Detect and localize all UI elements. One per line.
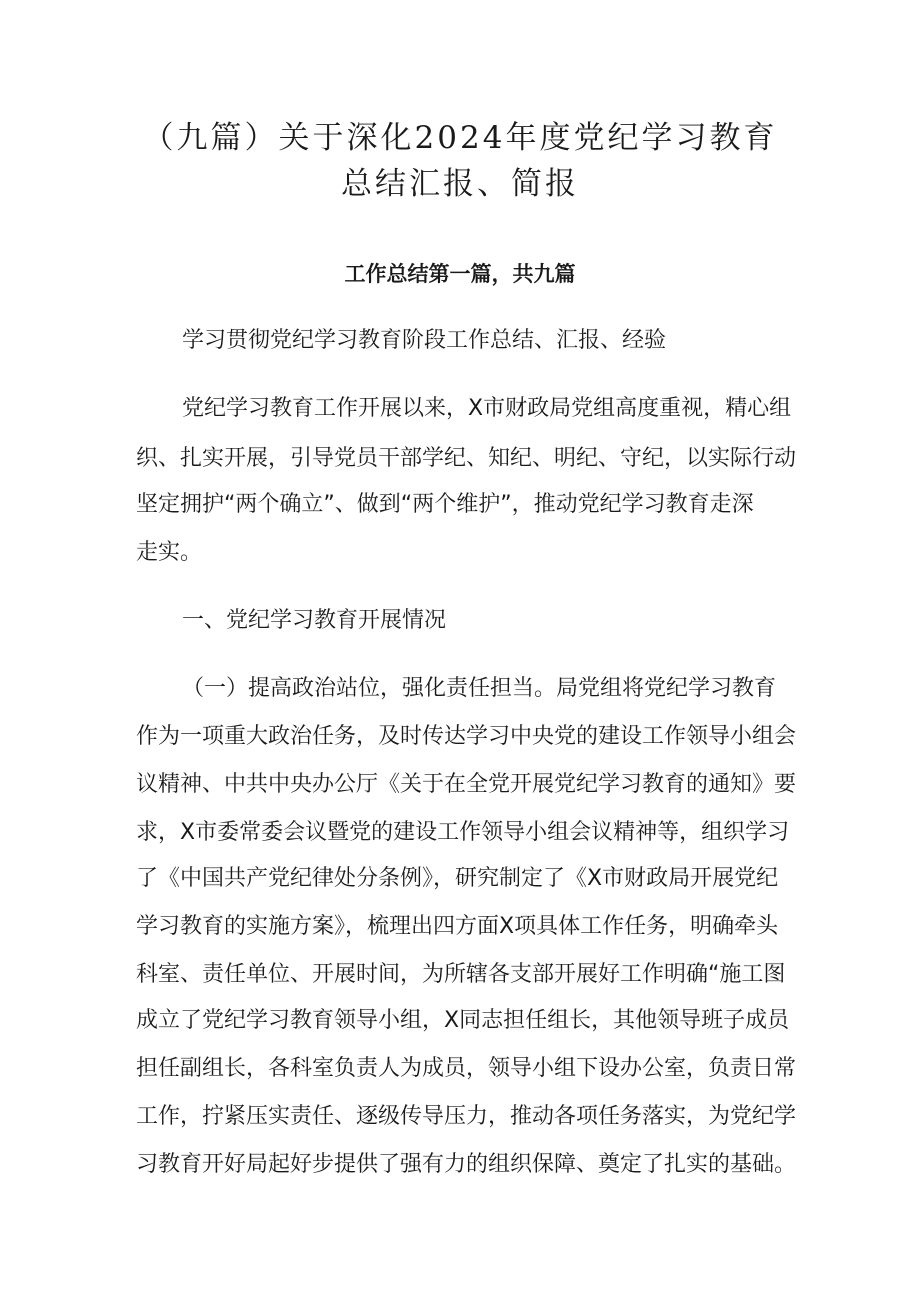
para1-line-1: （一）提高政治站位，强化责任担当。局党组将党纪学习教育 [182,676,777,701]
intro-line-1: 党纪学习教育工作开展以来，X市财政局党组高度重视，精心组 [182,396,792,421]
para1-line-5: 了《中国共产党纪律处分条例》，研究制定了《X市财政局开展党纪 [136,866,779,891]
para1-line-2: 作为一项重大政治任务，及时传达学习中央党的建设工作领导小组会 [136,724,797,749]
para1-line-6: 学习教育的实施方案》，梳理出四方面X项具体工作任务，明确牵头 [136,914,779,939]
section-1-title: 一、党纪学习教育开展情况 [182,608,447,633]
document-heading: 学习贯彻党纪学习教育阶段工作总结、汇报、经验 [182,328,667,353]
para1-line-4: 求，X市委常委会议暨党的建设工作领导小组会议精神等，组织学习 [136,820,790,845]
para1-line-7: 科室、责任单位、开展时间，为所辖各支部开展好工作明确“施工图 [136,962,786,987]
intro-line-2: 织、扎实开展，引导党员干部学纪、知纪、明纪、守纪，以实际行动 [136,446,797,471]
para1-line-11: 习教育开好局起好步提供了强有力的组织保障、奠定了扎实的基础。 [136,1152,797,1177]
para1-line-8: 成立了党纪学习教育领导小组，X同志担任组长，其他领导班子成员 [136,1008,790,1033]
document-title-line-1: （九篇）关于深化2024年度党纪学习教育 [142,120,778,156]
para1-line-3: 议精神、中共中央办公厅《关于在全党开展党纪学习教育的通知》要 [136,772,797,797]
intro-line-4: 走实。 [136,540,203,565]
document-subtitle: 工作总结第一篇，共九篇 [344,262,576,286]
para1-line-10: 工作，拧紧压实责任、逐级传导压力，推动各项任务落实，为党纪学 [136,1104,797,1129]
document-title-line-2: 总结汇报、简报 [341,166,579,202]
intro-line-3: 坚定拥护“两个确立”、做到“两个维护”，推动党纪学习教育走深 [136,492,754,517]
para1-line-9: 担任副组长，各科室负责人为成员，领导小组下设办公室，负责日常 [136,1056,797,1081]
